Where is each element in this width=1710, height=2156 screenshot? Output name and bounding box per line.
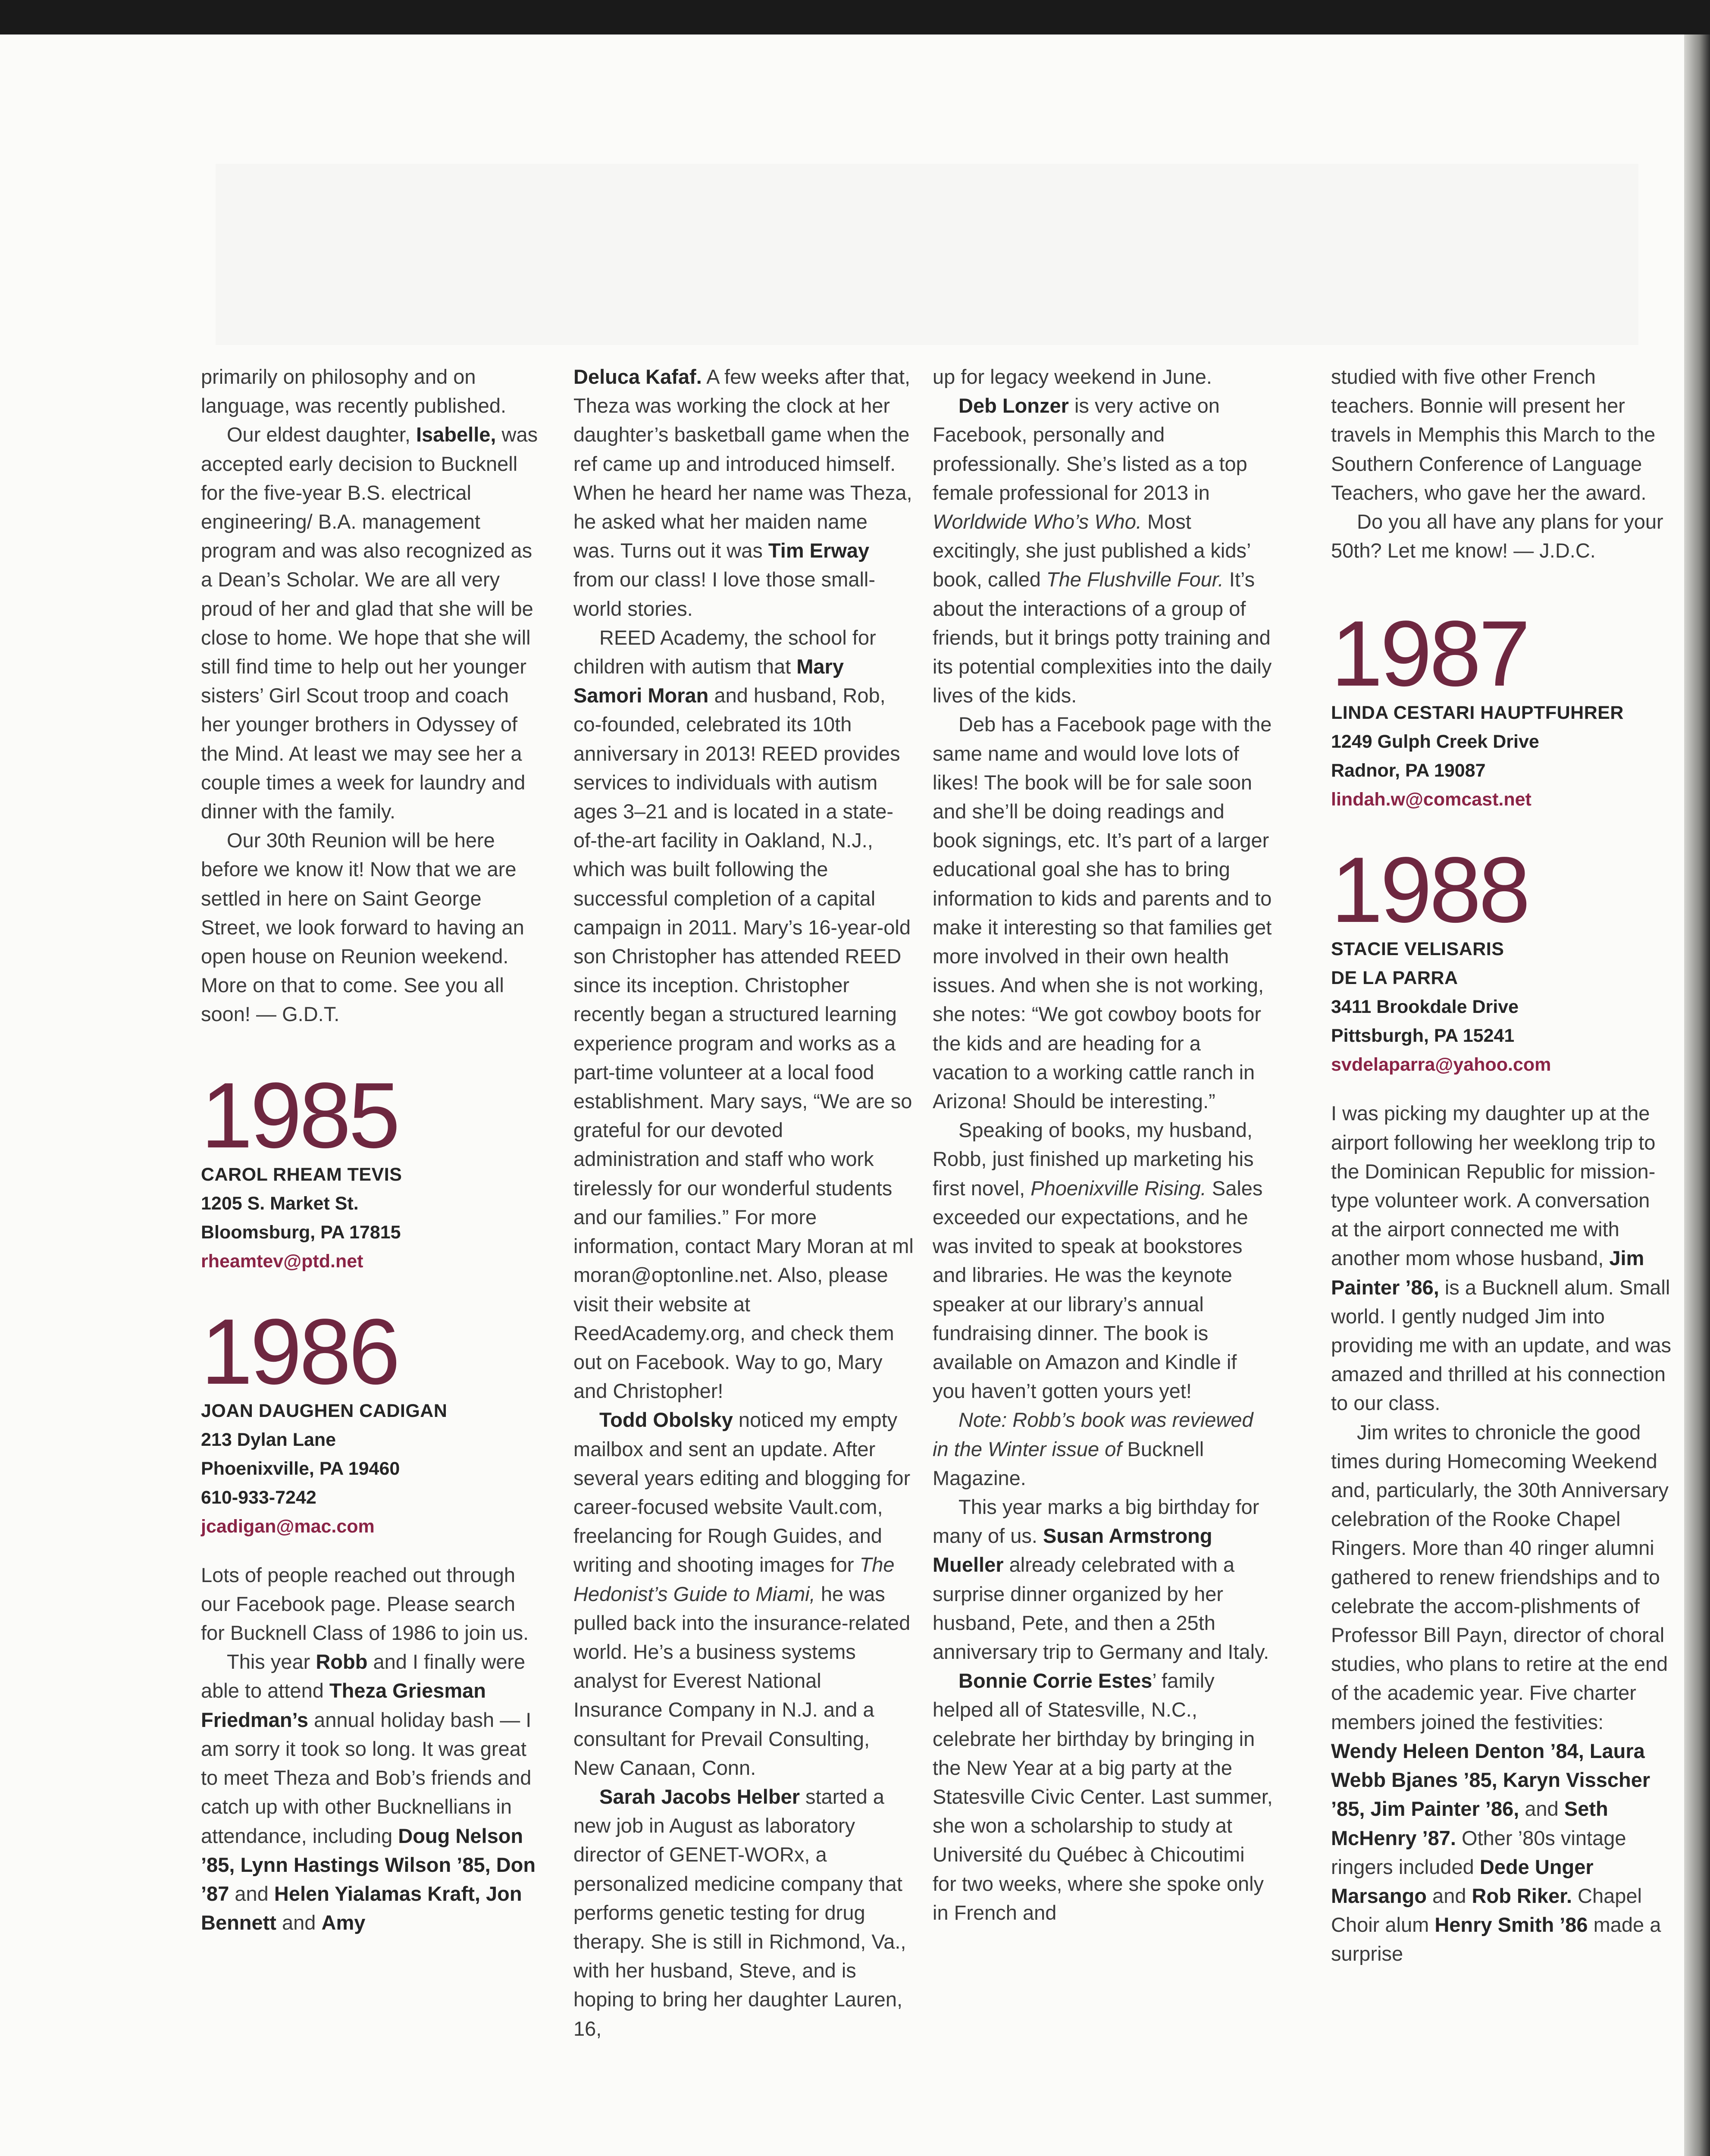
column-2 bbox=[573, 362, 914, 2043]
city-line: Bloomsburg, PA 17815 bbox=[201, 1222, 401, 1243]
email-link[interactable]: rheamtev@ptd.net bbox=[201, 1250, 363, 1272]
paragraph: up for legacy weekend in June. bbox=[933, 365, 1212, 388]
paragraph: Lots of people reached out through our Facebook page. Please search for Bucknell Class of 1986 to join us. bbox=[201, 1563, 529, 1645]
column-3 bbox=[933, 362, 1273, 1927]
paragraph: Todd Obolsky noticed my empty mailbox and sent an update. After several years editing and blogging for career-focused website Vault.com, freelancing for Rough Guides, and writing and shooting images for The Hedonist’s Guide to Miami, he was pulled back into the insurance-related world. He’s a business systems analyst for Everest National Insurance Company in N.J. and a consultant for Prevail Consulting, New Canaan, Conn. bbox=[573, 1408, 911, 1779]
class-secretary-name: STACIE VELISARIS bbox=[1331, 939, 1504, 960]
address-line: 213 Dylan Lane bbox=[201, 1429, 336, 1450]
column-1 bbox=[201, 362, 542, 1937]
paragraph: primarily on philosophy and on language, was recently published. bbox=[201, 365, 507, 417]
column-4 bbox=[1331, 362, 1672, 1968]
class-secretary-name: LINDA CESTARI HAUPTFUHRER bbox=[1331, 702, 1624, 724]
city-line: Radnor, PA 19087 bbox=[1331, 760, 1486, 781]
paragraph: Speaking of books, my husband, Robb, just finished up marketing his first novel, Phoenixville Rising. Sales exceeded our expectations, and he was invited to speak at bookstores and libraries. He was the keynote speaker at our library’s annual fundraising dinner. The book is available on Amazon and Kindle if you haven’t gotten yours yet! bbox=[933, 1119, 1263, 1403]
phone-line: 610-933-7242 bbox=[201, 1487, 316, 1508]
page-edge-shadow bbox=[1684, 34, 1710, 2156]
class-secretary-name: CAROL RHEAM TEVIS bbox=[201, 1164, 402, 1185]
paragraph: Bonnie Corrie Estes’ family helped all of Statesville, N.C., celebrate her birthday by bringing in the New Year at a big party at the Statesville Civic Center. Last summer, she won a scholarship to study at Université du Québec à Chicoutimi for two weeks, where she spoke only in French and bbox=[933, 1669, 1273, 1924]
class-secretary-name-line-2: DE LA PARRA bbox=[1331, 968, 1458, 989]
class-year-heading: 1985 bbox=[201, 1062, 398, 1167]
editor-note: Note: Robb’s book was reviewed in the Winter issue of Bucknell Magazine. bbox=[933, 1408, 1253, 1489]
paragraph: This year Robb and I finally were able to attend Theza Griesman Friedman’s annual holiday bash — I am sorry it took so long. It was great to meet Theza and Bob’s friends and catch up with other Bucknellians in attendance, including Doug Nelson ’85, Lynn Hastings Wilson ’85, Don ’87 and Helen Yialamas Kraft, Jon Bennett and Amy bbox=[201, 1650, 536, 1934]
address-line: 1249 Gulph Creek Drive bbox=[1331, 731, 1539, 752]
city-line: Phoenixville, PA 19460 bbox=[201, 1458, 400, 1479]
paragraph: Deb has a Facebook page with the same name and would love lots of likes! The book will be for sale soon and she’ll be doing readings and book signings, etc. It’s part of a larger educational goal she has to bring information to kids and parents and to make it interesting so that families get more involved in their own health issues. And when she is not working, she notes: “We got cowboy boots for the kids and are heading for a vacation to a working cattle ranch in Arizona! Should be interesting.” bbox=[933, 713, 1272, 1113]
city-line: Pittsburgh, PA 15241 bbox=[1331, 1025, 1515, 1047]
address-line: 3411 Brookdale Drive bbox=[1331, 997, 1519, 1018]
paragraph: Sarah Jacobs Helber started a new job in August as laboratory director of GENET-WORx, a personalized medicine company that performs genetic testing for drug therapy. She is still in Richmond, Va., with her husband, Steve, and is hoping to bring her daughter Lauren, 16, bbox=[573, 1785, 906, 2040]
paragraph: Deluca Kafaf. A few weeks after that, Theza was working the clock at her daughter’s basketball game when the ref came up and introduced himself. When he heard her name was Theza, he asked what her maiden name was. Turns out it was Tim Erway from our class! I love those small-world stories. bbox=[573, 365, 912, 620]
email-link[interactable]: jcadigan@mac.com bbox=[201, 1516, 375, 1537]
paragraph: Deb Lonzer is very active on Facebook, personally and professionally. She’s listed as a top female professional for 2013 in Worldwide Who’s Who. Most excitingly, she just published a kids’ book, called The Flushville Four. It’s about the interactions of a group of friends, but it brings potty training and its potential complexities into the daily lives of the kids. bbox=[933, 394, 1272, 707]
paragraph: Our eldest daughter, Isabelle, was accepted early decision to Bucknell for the five-year B.S. electrical engineering/ B.A. management program and was also recognized as a Dean’s Scholar. We are all very proud of her and glad that she will be close to home. We hope that she will still find time to help out her younger sisters’ Girl Scout troop and coach her younger brothers in Odyssey of the Mind. At least we may see her a couple times a week for laundry and dinner with the family. bbox=[201, 423, 538, 823]
paragraph: Jim writes to chronicle the good times during Homecoming Weekend and, particularly, the 30th Anniversary celebration of the Rooke Chapel Ringers. More than 40 ringer alumni gathered to renew friendships and to celebrate the accom-plishments of Professor Bill Payn, director of choral studies, who plans to retire at the end of the academic year. Five charter members joined the festivities: Wendy Heleen Denton ’84, Laura Webb Bjanes ’85, Karyn Visscher ’85, Jim Painter ’86, and Seth McHenry ’87. Other ’80s vintage ringers included Dede Unger Marsango and Rob Riker. Chapel Choir alum Henry Smith ’86 made a surprise bbox=[1331, 1420, 1669, 1965]
email-link[interactable]: svdelaparra@yahoo.com bbox=[1331, 1054, 1551, 1075]
paragraph: I was picking my daughter up at the airport following her weeklong trip to the Dominican Republic for mission-type volunteer work. A conversation at the airport connected me with another mom whose husband, Jim Painter ’86, is a Bucknell alum. Small world. I gently nudged Jim into providing me with an update, and was amazed and thrilled at his connection to our class. bbox=[1331, 1102, 1672, 1415]
paragraph: Do you all have any plans for your 50th? Let me know! — J.D.C. bbox=[1331, 510, 1663, 562]
email-link[interactable]: lindah.w@comcast.net bbox=[1331, 789, 1531, 810]
paragraph: Our 30th Reunion will be here before we know it! Now that we are settled in here on Saint George Street, we look forward to having an open house on Reunion weekend. More on that to come. See you all soon! — G.D.T. bbox=[201, 829, 524, 1026]
person-name: Isabelle, bbox=[416, 423, 496, 446]
address-line: 1205 S. Market St. bbox=[201, 1193, 359, 1214]
class-year-heading: 1986 bbox=[201, 1299, 398, 1404]
class-year-heading: 1987 bbox=[1331, 601, 1528, 706]
paragraph: studied with five other French teachers. Bonnie will present her travels in Memphis this March to the Southern Conference of Language Teachers, who gave her the award. bbox=[1331, 365, 1656, 504]
paragraph: REED Academy, the school for children with autism that Mary Samori Moran and husband, Rob, co-founded, celebrated its 10th anniversary in 2013! REED provides services to individuals with autism ages 3–21 and is located in a state-of-the-art facility in Oakland, N.J., which was built following the successful completion of a capital campaign in 2011. Mary’s 16-year-old son Christopher has attended REED since its inception. Christopher recently began a structured learning experience program and works as a part-time volunteer at a local food establishment. Mary says, “We are so grateful for our devoted administration and staff who work tirelessly for our wonderful students and our families.” For more information, contact Mary Moran at ml moran@optonline.net. Also, please visit their website at ReedAcademy.org, and check them out on Facebook. Way to go, Mary and Christopher! bbox=[573, 626, 914, 1403]
class-secretary-name: JOAN DAUGHEN CADIGAN bbox=[201, 1400, 448, 1421]
bleed-through-area bbox=[216, 164, 1638, 345]
class-year-heading: 1988 bbox=[1331, 837, 1528, 942]
paragraph: This year marks a big birthday for many of us. Susan Armstrong Mueller already celebrated with a surprise dinner organized by her husband, Pete, and then a 25th anniversary trip to Germany and Italy. bbox=[933, 1495, 1269, 1663]
